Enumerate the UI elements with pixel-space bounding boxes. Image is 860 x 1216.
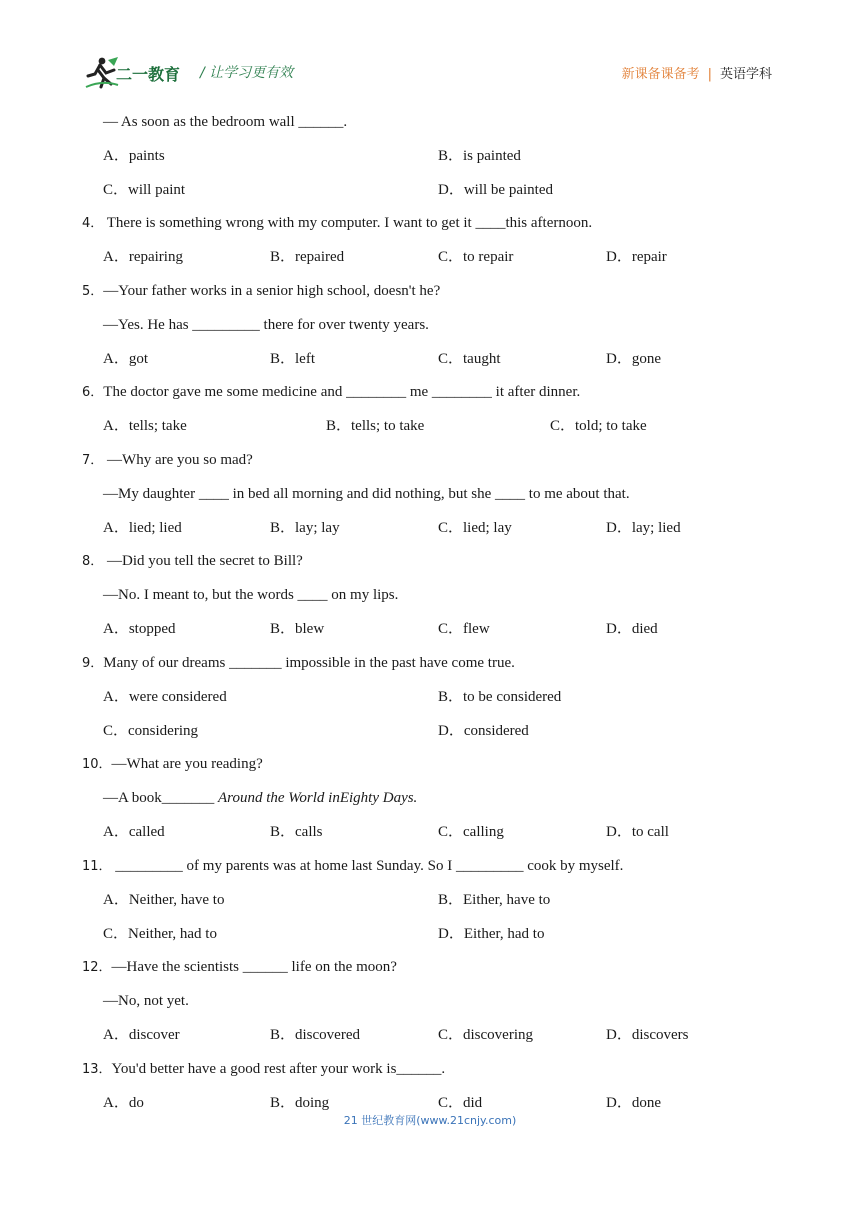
option-b: B．lay; lay: [270, 520, 340, 536]
option-c: C．will paint: [103, 182, 186, 198]
question-text: —Did you tell the secret to Bill?: [107, 553, 303, 569]
question-number: 13．: [82, 1062, 112, 1077]
option-b: B．repaired: [270, 249, 345, 265]
option-c: C．Neither, had to: [103, 926, 217, 942]
option-d: D．gone: [606, 351, 661, 367]
option-b: B．blew: [270, 621, 325, 637]
option-a: A．called: [103, 824, 165, 840]
question-text: —A book_______: [103, 790, 219, 806]
question-text: Many of our dreams _______ impossible in the past have come true.: [103, 655, 515, 671]
option-d: D．died: [606, 621, 658, 637]
option-c: C．to repair: [438, 249, 514, 265]
option-c: C．calling: [438, 824, 504, 840]
question-line: [82, 754, 263, 775]
option-b: B．to be considered: [438, 689, 562, 705]
option-c: C．told; to take: [550, 418, 647, 434]
question-line: —My daughter ____ in bed all morning and did nothing, but she ____ to me about that.: [103, 486, 630, 502]
header-tagline: 新课备课备考: [621, 67, 700, 82]
option-d: D．Either, had to: [438, 926, 545, 942]
option-a: A．do: [103, 1095, 144, 1111]
site-logo: [84, 54, 194, 90]
option-d: D．to call: [606, 824, 669, 840]
question-text: —Your father works in a senior high school, doesn't he?: [103, 283, 441, 299]
question-line: —No. I meant to, but the words ____ on my lips.: [103, 587, 399, 603]
question-line: —No, not yet.: [103, 993, 189, 1009]
option-b: B．discovered: [270, 1027, 360, 1043]
question-text: —What are you reading?: [111, 756, 263, 772]
question-number: 5．: [82, 284, 104, 299]
page-footer: 21 世纪教育网(www.21cnjy.com): [343, 1114, 517, 1127]
option-a: A．paints: [103, 148, 165, 164]
header-subject: 英语学科: [719, 67, 772, 82]
question-number: 4．: [82, 216, 104, 231]
option-a: A．discover: [103, 1027, 180, 1043]
question-number: 8．: [82, 554, 104, 569]
option-d: D．discovers: [606, 1027, 689, 1043]
question-number: 9．: [82, 656, 104, 671]
question-text: —Have the scientists ______ life on the moon?: [111, 959, 397, 975]
option-b: B．Either, have to: [438, 892, 551, 908]
option-a: A．repairing: [103, 249, 183, 265]
option-b: B．doing: [270, 1095, 330, 1111]
option-a: A．Neither, have to: [103, 892, 225, 908]
question-text: The doctor gave me some medicine and ________ me ________ it after dinner.: [103, 384, 581, 400]
question-line: [82, 856, 623, 877]
question-line: [103, 788, 417, 808]
question-text: _________ of my parents was at home last Sunday. So I _________ cook by myself.: [115, 858, 624, 874]
option-a: A．got: [103, 351, 149, 367]
option-d: D．considered: [438, 723, 529, 739]
option-b: B．tells; to take: [326, 418, 425, 434]
question-text: —Why are you so mad?: [107, 452, 253, 468]
question-number: 11．: [82, 859, 112, 874]
question-line: [82, 653, 515, 674]
page-header: [0, 0, 860, 100]
question-line: —Yes. He has _________ there for over twenty years.: [103, 317, 429, 333]
option-d: D．will be painted: [438, 182, 553, 198]
option-d: D．done: [606, 1095, 661, 1111]
option-c: C．flew: [438, 621, 490, 637]
question-text: You'd better have a good rest after your work is______.: [111, 1061, 446, 1077]
option-b: B．left: [270, 351, 315, 367]
option-a: A．stopped: [103, 621, 176, 637]
option-d: D．repair: [606, 249, 667, 265]
option-b: B．is painted: [438, 148, 521, 164]
runner-icon: [84, 54, 120, 90]
question-line: [82, 281, 440, 302]
question-line: [82, 1059, 445, 1080]
question-line: [82, 382, 580, 403]
logo-text: 二一教育: [116, 65, 181, 84]
question-number: 7．: [82, 453, 104, 468]
header-slogan: / 让学习更有效: [200, 65, 294, 81]
question-text: There is something wrong with my computer. I want to get it ____this afternoon.: [106, 215, 593, 231]
question-line: [82, 957, 397, 978]
question-line: [82, 213, 592, 234]
question-line: — As soon as the bedroom wall ______.: [103, 114, 348, 130]
header-separator: |: [707, 67, 712, 82]
option-c: C．considering: [103, 723, 198, 739]
option-c: C．lied; lay: [438, 520, 512, 536]
question-number: 10．: [82, 757, 112, 772]
option-a: A．were considered: [103, 689, 227, 705]
question-number: 6．: [82, 385, 104, 400]
option-c: C．did: [438, 1095, 483, 1111]
question-number: 12．: [82, 960, 112, 975]
header-right: [622, 63, 772, 82]
option-b: B．calls: [270, 824, 323, 840]
option-c: C．discovering: [438, 1027, 533, 1043]
book-title: Around the World inEighty Days.: [218, 790, 418, 806]
option-a: A．lied; lied: [103, 520, 182, 536]
question-line: [82, 551, 303, 572]
question-line: [82, 450, 253, 471]
option-c: C．taught: [438, 351, 501, 367]
option-d: D．lay; lied: [606, 520, 681, 536]
option-a: A．tells; take: [103, 418, 187, 434]
